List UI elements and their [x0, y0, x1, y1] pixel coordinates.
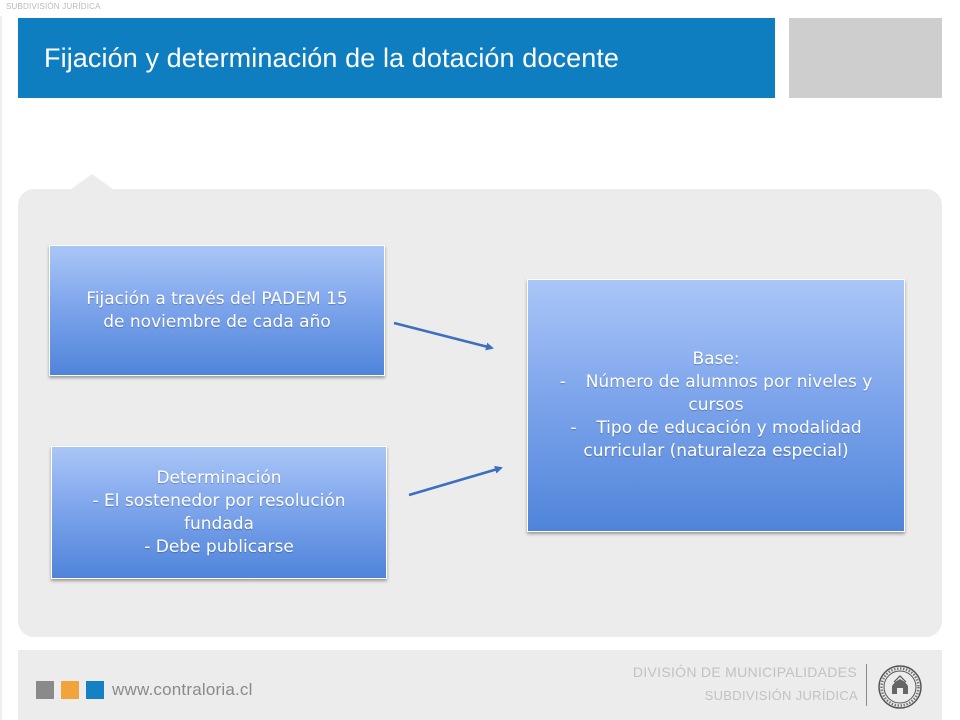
- bullet-2-dash: -: [570, 418, 577, 438]
- determinacion-line-2: - El sostenedor por resolución: [92, 490, 346, 511]
- arrow-padem-to-base: [394, 323, 492, 348]
- footer-square-gray: [36, 681, 54, 699]
- bullet-1-continuation: cursos: [688, 395, 744, 415]
- contraloria-seal-icon: [877, 664, 923, 710]
- padem-line-1: Fijación a través del PADEM 15: [86, 288, 348, 309]
- determinacion-line-4: - Debe publicarse: [144, 536, 294, 557]
- footer-subdivision: SUBDIVISIÓN JURÍDICA: [704, 688, 858, 703]
- footer-divider: [866, 664, 867, 706]
- website-link[interactable]: www.contraloria.cl: [112, 680, 253, 699]
- determinacion-line-3: fundada: [184, 513, 254, 534]
- bullet-2-text: Tipo de educación y modalidad: [596, 418, 862, 438]
- bullet-1-dash: -: [559, 372, 566, 392]
- footer-square-orange: [61, 681, 79, 699]
- footer-division: DIVISIÓN DE MUNICIPALIDADES: [632, 664, 857, 680]
- slide-title: Fijación y determinación de la dotación docente: [44, 43, 620, 73]
- top-subdivision-label: SUBDIVISIÓN JURÍDICA: [6, 2, 101, 11]
- footer-square-blue: [86, 681, 104, 699]
- base-heading: Base:: [692, 349, 740, 369]
- determinacion-line-1: Determinación: [156, 467, 282, 488]
- bullet-1-text: Número de alumnos por niveles y: [585, 372, 873, 392]
- bullet-2-continuation: curricular (naturaleza especial): [583, 441, 849, 461]
- arrow-determinacion-to-base: [409, 468, 501, 495]
- padem-line-2: de noviembre de cada año: [103, 311, 331, 332]
